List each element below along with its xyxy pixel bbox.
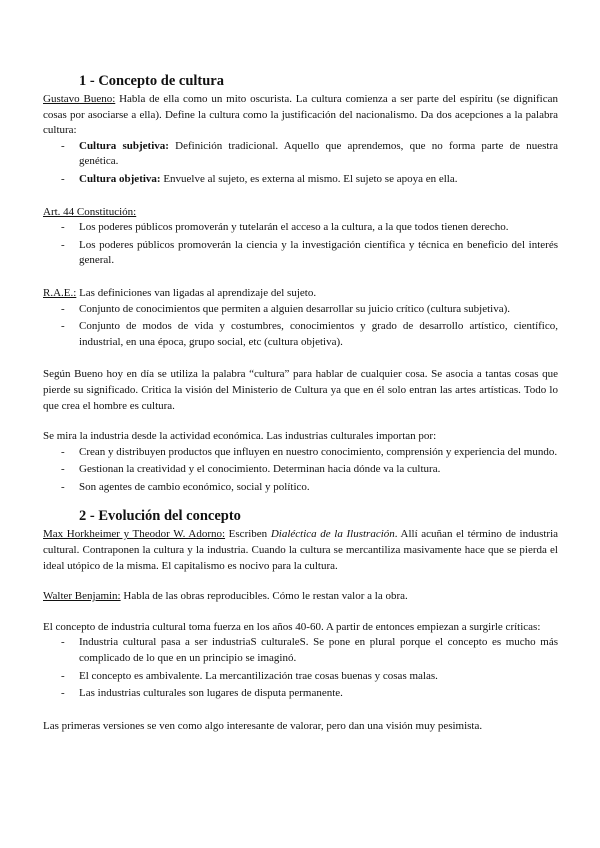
industria-paragraph: Se mira la industria desde la actividad económica. Las industrias culturales importan por: (43, 430, 437, 443)
horkheimer-pre: Escriben (225, 528, 271, 541)
list-item (43, 686, 558, 702)
horkheimer-authors: Max Horkheimer y Theodor W. Adorno: (43, 528, 226, 541)
book-title: Dialéctica de la Ilustración (270, 528, 395, 541)
benjamin-author: Walter Benjamin: (43, 590, 121, 603)
section1-title: 1 - Concepto de cultura (79, 73, 224, 89)
list-item (43, 445, 558, 461)
rae-list (43, 302, 558, 351)
list-item (43, 635, 558, 666)
rae-paragraph (43, 286, 558, 302)
section2-title: 2 - Evolución del concepto (79, 508, 241, 525)
industria-cultural-list (43, 635, 558, 701)
rae-text: Las definiciones van ligadas al aprendizaje del sujeto. (76, 286, 317, 299)
list-item (43, 480, 558, 496)
bullet-dash: - (61, 238, 65, 251)
term: Cultura subjetiva: (79, 139, 169, 152)
list-item (43, 172, 558, 188)
bueno-hoy-paragraph: Según Bueno hoy en día se utiliza la palabra “cultura” para hablar de cualquier cosa. Se asocia a tantas cosas que pierde su significado. Critica la visión del Ministerio de Cultura ya que en él solo entran las artes artísticas. Todo lo que crea el hombre es cultura. (43, 368, 558, 412)
list-item (43, 302, 558, 318)
bullet-dash: - (61, 687, 65, 700)
list-item (43, 669, 558, 685)
item-text: Industria cultural pasa a ser industriaS culturaleS. Se pone en plural porque el concepto es mucho más complicado de lo que en un principio se imaginó. (79, 636, 558, 665)
list-item (43, 220, 558, 236)
horkheimer-post: . Allí acuñan el término de industria cultural. Contraponen la cultura y la industria. Cuando la cultura se mercantiliza masivamente hace que se pierda el ideal utópico de la misma. El capitalismo es nocivo para la cultura. (43, 528, 559, 572)
bullet-dash: - (61, 320, 65, 333)
item-text: Definición tradicional. Aquello que aprendemos, que no forma parte de nuestra genética. (79, 139, 558, 168)
list-item (43, 238, 558, 269)
industria-cultural-paragraph: El concepto de industria cultural toma fuerza en los años 40-60. A partir de entonces empiezan a surgirle críticas: (43, 620, 541, 633)
horkheimer-paragraph (43, 527, 558, 574)
bueno-paragraph (43, 92, 558, 139)
bueno-text: Habla de ella como un mito oscurista. La cultura comienza a ser parte del espíritu (se dignifican cosas por asociarse a ella). Define la cultura como la justificación del nacionalismo. Da dos acepciones a la palabra cultura: (43, 93, 558, 137)
term: Cultura objetiva: (79, 172, 161, 185)
item-text: Conjunto de modos de vida y costumbres, conocimientos y grado de desarrollo artístico, científico, industrial, en una época, grupo social, etc (cultura objetiva). (79, 320, 558, 348)
benjamin-paragraph (43, 589, 558, 605)
list-item (43, 462, 558, 478)
list-item (43, 319, 558, 350)
item-text: Son agentes de cambio económico, social y político. (79, 480, 310, 493)
item-text: Gestionan la creatividad y el conocimiento. Determinan hacia dónde va la cultura. (79, 463, 441, 476)
constitucion-heading (43, 205, 558, 221)
rae-label: R.A.E.: (43, 286, 77, 299)
bullet-dash: - (61, 302, 65, 315)
conclusion-paragraph: Las primeras versiones se ven como algo interesante de valorar, pero dan una visión muy pesimista. (43, 719, 483, 732)
item-text: Crean y distribuyen productos que influyen en nuestro conocimiento, comprensión y experiencia del mundo. (79, 445, 558, 458)
bullet-dash: - (61, 463, 65, 476)
bullet-dash: - (61, 221, 65, 234)
item-text: Envuelve al sujeto, es externa al mismo. El sujeto se apoya en ella. (160, 172, 458, 185)
item-text: Los poderes públicos promoverán y tutelarán el acceso a la cultura, a la que todos tienen derecho. (79, 221, 509, 234)
bullet-dash: - (61, 139, 65, 152)
constitucion-label: Art. 44 Constitución: (43, 205, 137, 218)
item-text: Las industrias culturales son lugares de disputa permanente. (79, 687, 343, 700)
bullet-dash: - (61, 636, 65, 649)
item-text: El concepto es ambivalente. La mercantilización trae cosas buenas y cosas malas. (79, 669, 438, 682)
bueno-author: Gustavo Bueno: (43, 93, 116, 105)
constitucion-list (43, 220, 558, 269)
item-text: Los poderes públicos promoverán la ciencia y la investigación científica y técnica en beneficio del interés general. (79, 238, 558, 267)
bullet-dash: - (61, 172, 65, 185)
list-item (43, 139, 558, 170)
bueno-list (43, 139, 558, 188)
bullet-dash: - (61, 445, 65, 458)
bullet-dash: - (61, 480, 65, 493)
document-page (43, 72, 558, 734)
item-text: Conjunto de conocimientos que permiten a alguien desarrollar su juicio crítico (cultura subjetiva). (79, 302, 511, 315)
bullet-dash: - (61, 669, 65, 682)
benjamin-text: Habla de las obras reproducibles. Cómo le restan valor a la obra. (120, 590, 408, 603)
industria-list (43, 445, 558, 496)
